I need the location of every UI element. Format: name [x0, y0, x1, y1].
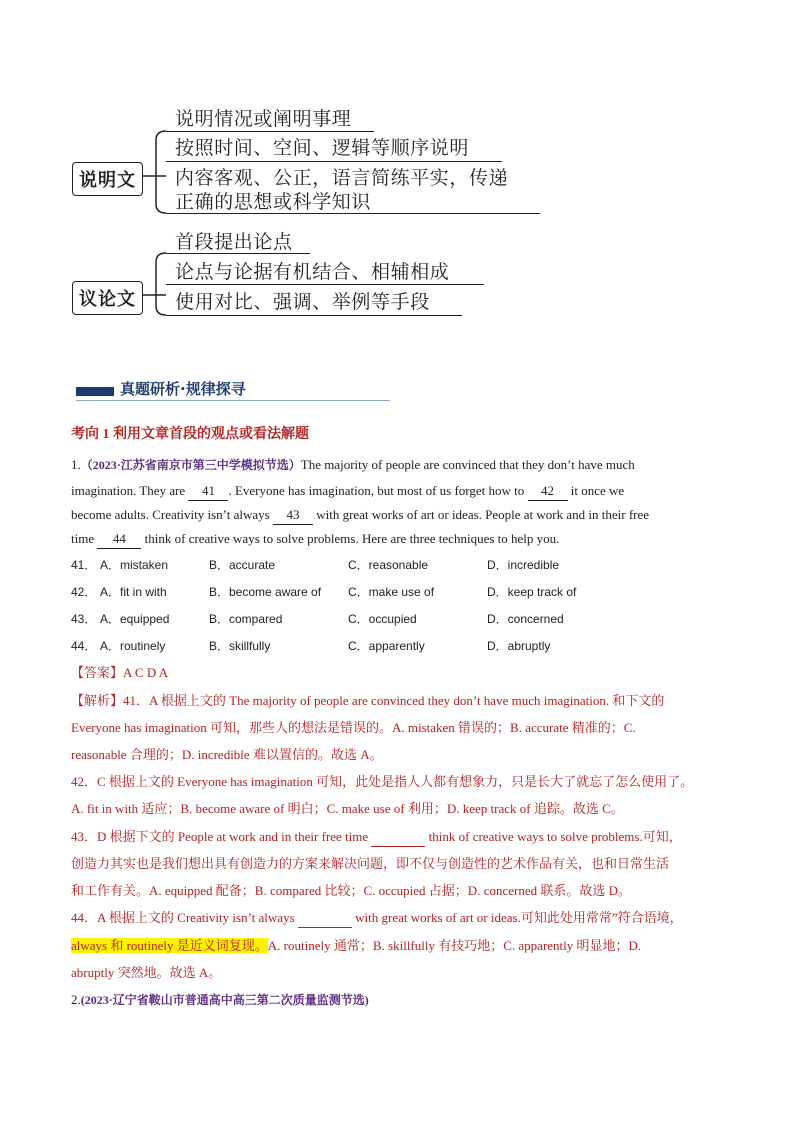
option-43-c[interactable]: C．occupied	[348, 612, 417, 626]
q1-text-1: The majority of people are convinced that they don’t have much	[300, 457, 635, 472]
diagram1-underline-2	[166, 161, 502, 162]
option-41-a[interactable]: A．mistaken	[100, 558, 169, 572]
analysis-line-3: reasonable 合理的；D. incredible 难以置信的。故选 A。	[71, 747, 383, 762]
analysis-text-6b: think of creative ways to solve problems.可知，	[425, 829, 682, 844]
q1-text-2c: it once we	[567, 483, 625, 498]
q1-text-3a: become adults. Creativity isn’t always	[71, 507, 273, 522]
analysis-line-1	[71, 692, 664, 710]
blank-43[interactable]: 43	[273, 506, 313, 525]
section-bar	[76, 387, 114, 396]
diagram1-branch-4: 正确的思想或科学知识	[175, 191, 372, 213]
analysis-text-6a: 43．D 根据下文的 People at work and in their free time	[71, 829, 372, 844]
option-41-b[interactable]: B．accurate	[209, 558, 276, 572]
answer-label: 【答案】	[71, 665, 124, 680]
option-43-num: 43．	[71, 612, 97, 626]
blank-42[interactable]: 42	[528, 482, 568, 501]
blank-44[interactable]: 44	[97, 530, 141, 549]
diagram1-branch-3: 内容客观、公正，语言简练平实，传递	[175, 167, 509, 189]
option-42-num: 42．	[71, 585, 97, 599]
option-42-a[interactable]: A．fit in with	[100, 585, 167, 599]
diagram2-branch-1: 首段提出论点	[175, 231, 293, 253]
option-44-num: 44．	[71, 639, 97, 653]
diagram2-underline-2	[166, 284, 484, 285]
analysis-line-10	[71, 937, 641, 955]
q1-line-3	[71, 506, 649, 525]
q1-line-1	[71, 456, 635, 474]
analysis-blank-44	[298, 909, 352, 928]
q1-number: 1.	[71, 457, 81, 472]
q1-text-4b: think of creative ways to solve problems. Here are three techniques to help you.	[141, 531, 560, 546]
q1-text-2a: imagination. They are	[71, 483, 189, 498]
diagram1-label: 说明文	[72, 162, 143, 196]
diagram1-underline-3	[166, 213, 540, 214]
analysis-line-11: abruptly 突然地。故选 A。	[71, 965, 222, 980]
option-42-c[interactable]: C．make use of	[348, 585, 435, 599]
section-title: 真题研析·规律探寻	[120, 380, 246, 398]
option-41-c[interactable]: C．reasonable	[348, 558, 429, 572]
option-41-d[interactable]: D．incredible	[487, 558, 560, 572]
q1-source: （2023·江苏省南京市第三中学模拟节选）	[80, 458, 301, 472]
q1-answer	[71, 664, 168, 682]
q1-text-2b: . Everyone has imagination, but most of us forget how to	[228, 483, 528, 498]
option-44-b[interactable]: B．skillfully	[209, 639, 271, 653]
analysis-label: 【解析】	[71, 693, 124, 708]
option-44-c[interactable]: C．apparently	[348, 639, 425, 653]
q1-text-3b: with great works of art or ideas. People at work and in their free	[312, 507, 650, 522]
analysis-text-1: 41．A 根据上文的 The majority of people are convinced they don’t have much imagination. 和下文的	[123, 693, 665, 708]
q1-line-4	[71, 530, 559, 549]
analysis-line-5: A. fit in with 适应；B. become aware of 明白；C. make use of 利用；D. keep track of 追踪。故选 C。	[71, 801, 624, 816]
answer-value: A C D A	[123, 665, 169, 680]
option-44-a[interactable]: A．routinely	[100, 639, 166, 653]
blank-41[interactable]: 41	[188, 482, 228, 501]
q2-number: 2.	[71, 992, 81, 1007]
option-44-d[interactable]: D．abruptly	[487, 639, 551, 653]
highlight-synonym: always 和 routinely 是近义词复现。	[71, 938, 268, 953]
option-42-d[interactable]: D．keep track of	[487, 585, 577, 599]
analysis-blank-43	[371, 828, 425, 847]
diagram2-underline-3	[166, 315, 462, 316]
diagram2-branch-2: 论点与论据有机结合、相辅相成	[175, 261, 450, 283]
section-rule	[76, 400, 390, 401]
q1-line-2	[71, 482, 624, 501]
option-41-num: 41．	[71, 558, 97, 572]
q2-source: (2023·辽宁省鞍山市普通高中高三第二次质量监测节选)	[80, 993, 369, 1007]
diagram2-underline-1	[166, 253, 310, 254]
analysis-line-7: 创造力其实也是我们想出具有创造力的方案来解决问题，即不仅与创造性的艺术作品有关，也和日常生活	[71, 856, 670, 871]
analysis-text-9b: with great works of art or ideas.可知此处用常常”符合语境，	[351, 910, 683, 925]
analysis-line-6	[71, 828, 682, 847]
analysis-line-2: Everyone has imagination 可知，那些人的想法是错误的。A. mistaken 错误的；B. accurate 精准的；C.	[71, 720, 636, 735]
analysis-text-9a: 44．A 根据上文的 Creativity isn’t always	[71, 910, 298, 925]
direction-title: 考向 1 利用文章首段的观点或看法解题	[71, 427, 309, 442]
diagram2-label: 议论文	[72, 281, 143, 315]
diagram1-branch-2: 按照时间、空间、逻辑等顺序说明	[175, 137, 470, 159]
option-42-b[interactable]: B．become aware of	[209, 585, 322, 599]
section-header	[76, 378, 390, 402]
option-43-b[interactable]: B．compared	[209, 612, 283, 626]
analysis-line-9	[71, 909, 683, 928]
analysis-text-10b: A. routinely 通常；B. skillfully 有技巧地；C. apparently 明显地；D.	[267, 938, 642, 953]
option-43-a[interactable]: A．equipped	[100, 612, 170, 626]
analysis-line-8: 和工作有关。A. equipped 配备；B. compared 比较；C. occupied 占据；D. concerned 联系。故选 D。	[71, 883, 631, 898]
analysis-line-4: 42．C 根据上文的 Everyone has imagination 可知，此处是指人人都有想象力，只是长大了就忘了怎么使用了。	[71, 774, 694, 789]
q2-line-1	[71, 991, 369, 1009]
option-43-d[interactable]: D．concerned	[487, 612, 564, 626]
diagram1-branch-1: 说明情况或阐明事理	[175, 108, 352, 130]
diagram1-underline-1	[166, 131, 374, 132]
q1-text-4a: time	[71, 531, 98, 546]
diagram2-branch-3: 使用对比、强调、举例等手段	[175, 291, 430, 313]
